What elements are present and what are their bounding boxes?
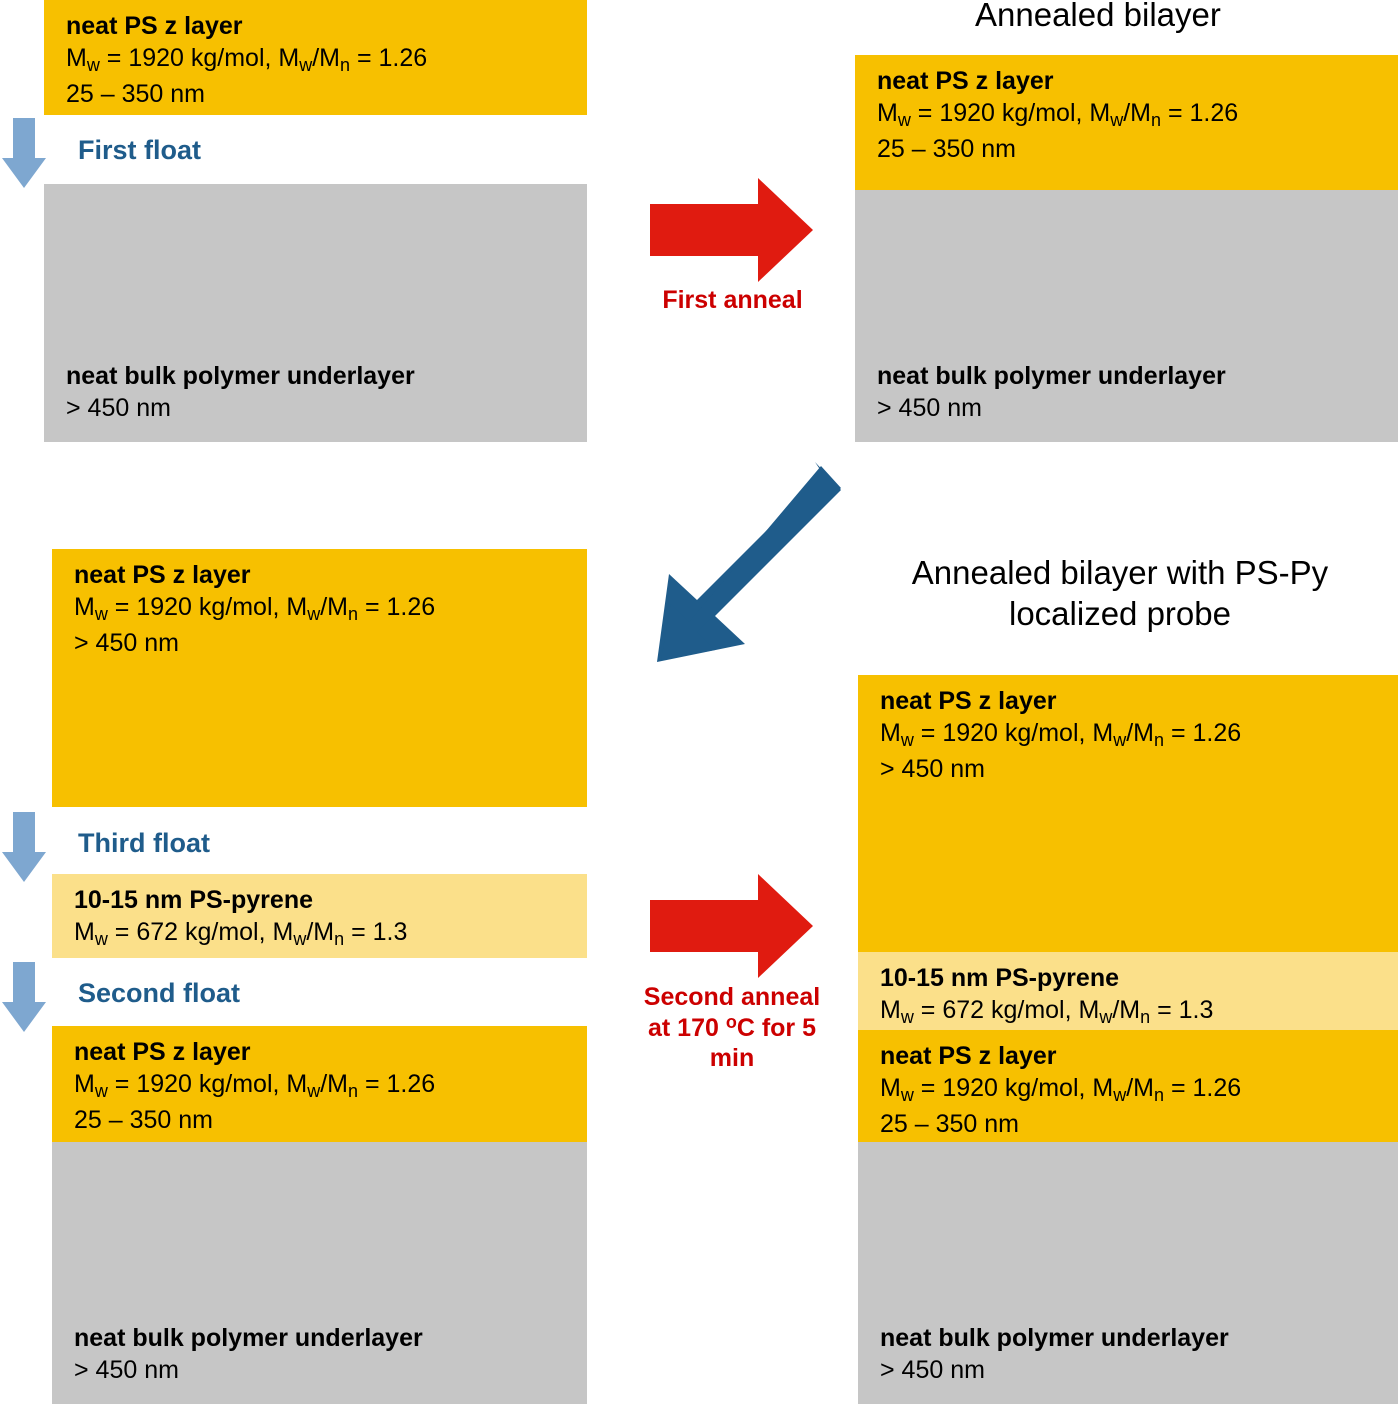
pyrene-title: 10-15 nm PS-pyrene <box>74 886 313 914</box>
layer-ps-z-bottom-left-top <box>52 549 587 807</box>
label-second-float: Second float <box>78 978 241 1008</box>
pyrene-mw: $M_w = 672$ kg/mol, $M_w/M_n = 1.3$ <box>880 996 1214 1028</box>
layer-mw: $M_w = 1920$ kg/mol, $M_w/M_n = 1.26$ <box>74 1070 436 1102</box>
label-third-float: Third float <box>78 828 210 858</box>
second-anneal-arrow-icon <box>650 874 815 979</box>
layer-mw: $M_w = 1920$ kg/mol, $M_w/M_n = 1.26$ <box>880 719 1242 751</box>
second-anneal-line1: Second anneal <box>643 983 821 1011</box>
underlayer-thickness: > 450 nm <box>66 393 171 422</box>
underlayer-title: neat bulk polymer underlayer <box>877 361 1226 390</box>
label-first-anneal: First anneal <box>662 286 803 314</box>
layer-thickness: 25 – 350 nm <box>74 1105 213 1134</box>
layer-title: neat PS z layer <box>877 67 1054 95</box>
layer-thickness: > 450 nm <box>74 628 179 657</box>
layer-title: neat PS z layer <box>66 12 243 40</box>
second-anneal-line3: min <box>709 1044 755 1073</box>
first-anneal-arrow-icon <box>650 178 815 283</box>
layer-ps-z-bottom-left-bottom <box>52 1026 587 1142</box>
layer-thickness: > 450 nm <box>880 754 985 783</box>
second-anneal-line2: at 170 $^o$C for 5 <box>647 1012 817 1043</box>
third-float-arrow-icon <box>2 812 48 884</box>
pyrene-title: 10-15 nm PS-pyrene <box>880 964 1119 992</box>
underlayer-title: neat bulk polymer underlayer <box>880 1323 1229 1352</box>
layer-underlayer-bottom-right <box>858 1142 1398 1404</box>
first-float-arrow-icon <box>2 118 48 190</box>
layer-underlayer-bottom-left <box>52 1142 587 1404</box>
label-second-anneal <box>596 982 868 1073</box>
layer-title: neat PS z layer <box>880 687 1057 715</box>
layer-title: neat PS z layer <box>880 1042 1057 1070</box>
layer-mw: $M_w = 1920$ kg/mol, $M_w/M_n = 1.26$ <box>66 44 428 76</box>
heading-annealed-bilayer: Annealed bilayer <box>975 0 1221 33</box>
underlayer-thickness: > 450 nm <box>74 1355 179 1384</box>
layer-pyrene-bottom-right <box>858 952 1398 1030</box>
heading-annealed-bilayer-probe <box>840 552 1400 635</box>
layer-thickness: 25 – 350 nm <box>66 79 205 108</box>
underlayer-title: neat bulk polymer underlayer <box>66 361 415 390</box>
layer-pyrene-bottom-left <box>52 874 587 958</box>
diagonal-transition-arrow-icon <box>645 462 845 672</box>
underlayer-thickness: > 450 nm <box>877 393 982 422</box>
layer-mw: $M_w = 1920$ kg/mol, $M_w/M_n = 1.26$ <box>877 99 1239 131</box>
underlayer-title: neat bulk polymer underlayer <box>74 1323 423 1352</box>
layer-ps-z-top-right <box>855 55 1398 190</box>
layer-ps-z-top-left <box>44 0 587 115</box>
label-first-float: First float <box>78 135 202 165</box>
layer-title: neat PS z layer <box>74 1038 251 1066</box>
layer-title: neat PS z layer <box>74 561 251 589</box>
second-float-arrow-icon <box>2 962 48 1034</box>
layer-mw: $M_w = 1920$ kg/mol, $M_w/M_n = 1.26$ <box>74 593 436 625</box>
layer-underlayer-top-right <box>855 190 1398 442</box>
heading-line-1: Annealed bilayer with PS-Py <box>911 554 1329 591</box>
layer-thickness: 25 – 350 nm <box>880 1109 1019 1138</box>
heading-line-2: localized probe <box>1009 595 1231 633</box>
layer-mw: $M_w = 1920$ kg/mol, $M_w/M_n = 1.26$ <box>880 1074 1242 1106</box>
underlayer-thickness: > 450 nm <box>880 1355 985 1384</box>
pyrene-mw: $M_w = 672$ kg/mol, $M_w/M_n = 1.3$ <box>74 918 408 950</box>
layer-ps-z-bottom-right-top <box>858 675 1398 952</box>
layer-underlayer-top-left <box>44 184 587 442</box>
layer-thickness: 25 – 350 nm <box>877 134 1016 163</box>
layer-ps-z-bottom-right-bottom <box>858 1030 1398 1142</box>
